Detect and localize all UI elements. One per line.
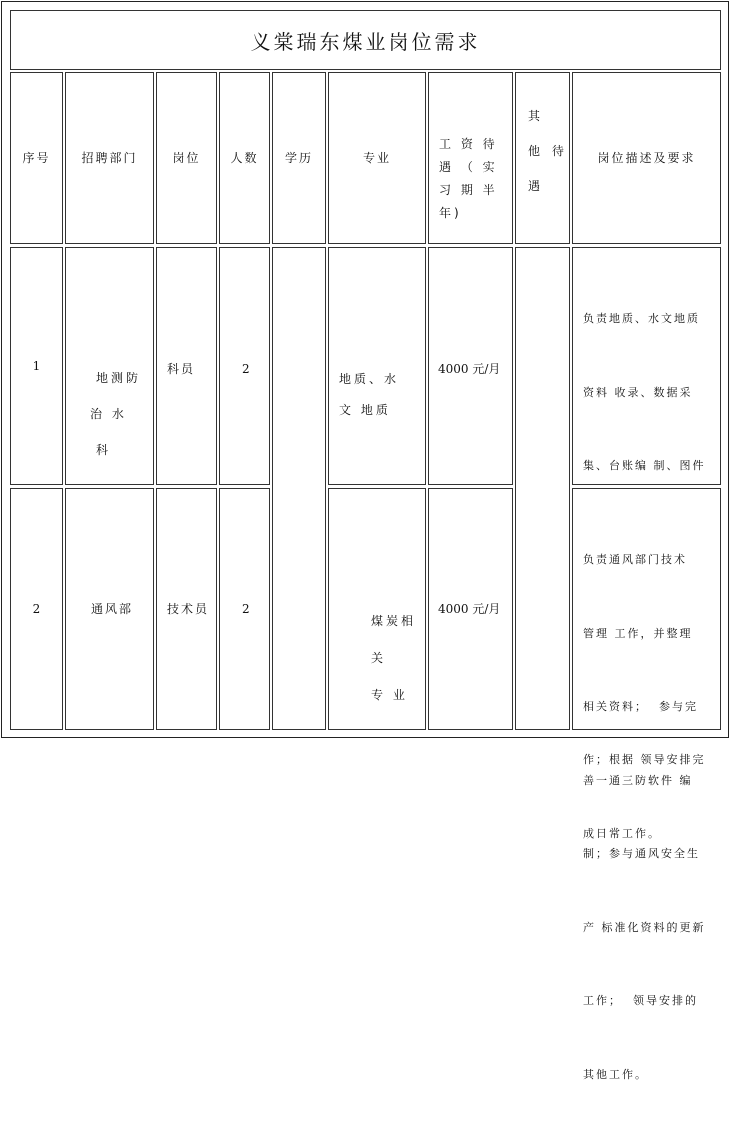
row2-desc-line: 制；参与通风安全生: [583, 847, 700, 860]
row1-desc-line: 成日常工作。: [583, 826, 661, 840]
row1-dept-line: 治 水: [90, 407, 127, 421]
row1-dept-line: 科: [96, 443, 112, 457]
row2-major: [328, 488, 426, 730]
row2-desc-line: 工作； 领导安排的: [583, 994, 698, 1007]
row1-major-text: [339, 364, 399, 426]
header-count: [219, 72, 270, 244]
row2-seq-value: 2: [32, 602, 41, 616]
header-salary-line: 年): [439, 206, 462, 220]
row2-major-line: 专 业: [371, 688, 408, 702]
row1-desc-line: 作；根据 领导安排完: [583, 753, 706, 766]
row1-count-value: 2: [242, 362, 250, 376]
row1-major-line: 地质、水: [339, 372, 400, 386]
row1-dept: [65, 247, 154, 485]
row1-post-value: 科员: [167, 362, 196, 376]
table-title-cell: [10, 10, 721, 70]
header-seq: [10, 72, 63, 244]
row2-major-line: 关: [371, 651, 387, 665]
header-other: [515, 72, 570, 244]
row1-dept-text: [90, 360, 142, 468]
header-count-label: 人数: [230, 151, 259, 165]
header-salary: [428, 72, 513, 244]
header-other-text: [528, 99, 568, 204]
row1-major-line: 文 地质: [339, 403, 391, 417]
row1-seq: [10, 247, 63, 485]
row1-post: [156, 247, 217, 485]
table-title: 义棠瑞东煤业岗位需求: [250, 29, 481, 54]
header-salary-line: 遇 （ 实: [439, 160, 498, 174]
row2-dept: [65, 488, 154, 730]
row2-count-value: 2: [242, 602, 250, 616]
row1-count: [219, 247, 270, 485]
row2-major-line: 煤炭相: [371, 614, 417, 628]
header-post: [156, 72, 217, 244]
row2-post: [156, 488, 217, 730]
header-desc-label: 岗位描述及要求: [597, 151, 696, 165]
row2-desc-line: 相关资料； 参与完: [583, 700, 698, 713]
header-seq-label: 序号: [22, 151, 51, 165]
row1-seq-value: 1: [32, 359, 41, 373]
header-desc: [572, 72, 721, 244]
row2-dept-value: 通风部: [91, 602, 134, 616]
row1-desc-line: 资料 收录、数据采: [583, 385, 693, 399]
header-edu-label: 学历: [284, 151, 313, 165]
header-major: [328, 72, 426, 244]
header-other-line: 其: [528, 109, 545, 123]
header-salary-text: [439, 133, 498, 225]
header-other-line: 遇: [528, 179, 545, 193]
row2-salary-value: 4000 元/月: [438, 602, 501, 616]
row2-major-text: [371, 603, 416, 714]
row2-salary: [428, 488, 513, 730]
row1-desc-line: 集、台账编 制、图件: [583, 459, 706, 472]
header-major-label: 专业: [362, 151, 391, 165]
row2-desc-line: 负责通风部门技术: [583, 553, 687, 566]
header-post-label: 岗位: [172, 151, 201, 165]
row1-salary: [428, 247, 513, 485]
row1-major: [328, 247, 426, 485]
row2-desc-line: 产 标准化资料的更新: [583, 920, 706, 934]
row2-desc-line: 其他工作。: [583, 1067, 648, 1081]
row2-seq: [10, 488, 63, 730]
other-merged-cell: [515, 247, 570, 730]
row1-dept-line: 地测防: [96, 371, 142, 385]
row2-desc-line: 管理 工作，并整理: [583, 626, 693, 640]
header-salary-line: 习 期 半: [439, 183, 498, 197]
row1-desc-line: 负责地质、水文地质: [583, 312, 700, 325]
edu-merged-cell: [272, 247, 326, 730]
row2-count: [219, 488, 270, 730]
header-salary-line: 工 资 待: [439, 137, 498, 151]
header-other-line: 他 待: [528, 144, 568, 158]
header-edu: [272, 72, 326, 244]
row1-salary-value: 4000 元/月: [438, 362, 501, 376]
row2-desc-text: [583, 499, 706, 1136]
header-dept: [65, 72, 154, 244]
row2-post-value: 技术员: [167, 602, 210, 616]
header-dept-label: 招聘部门: [81, 151, 138, 165]
row2-desc-line: 善一通三防软件 编: [583, 773, 693, 787]
